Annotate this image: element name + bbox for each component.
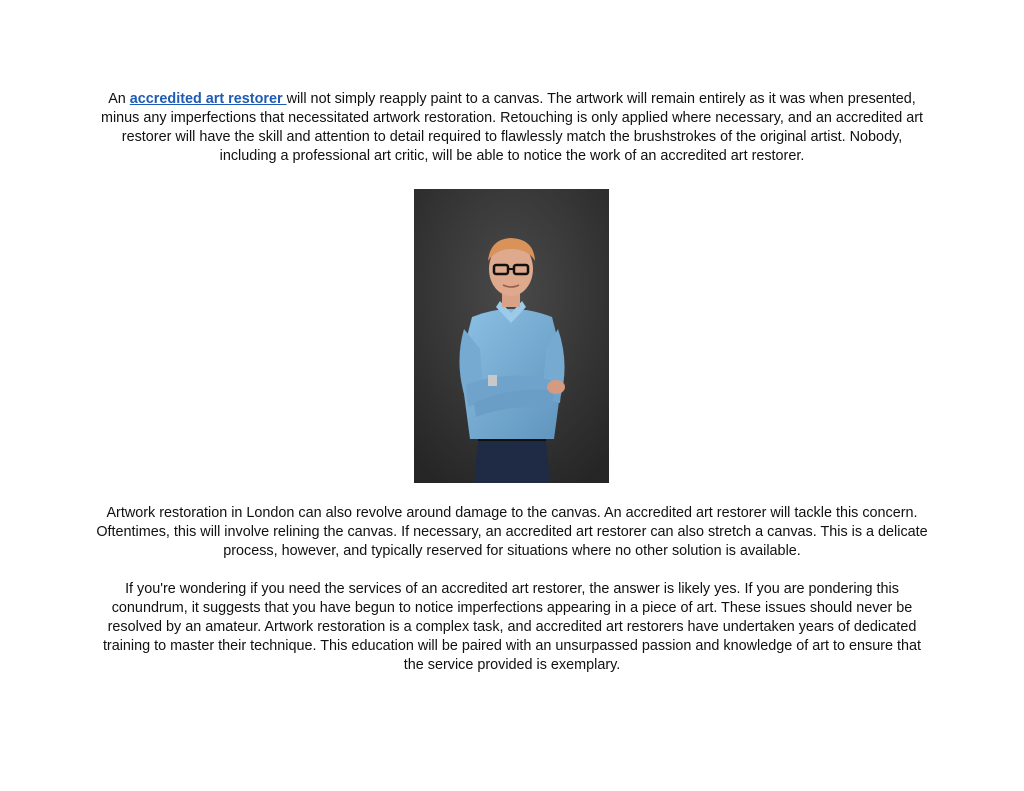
accredited-art-restorer-link[interactable]: accredited art restorer bbox=[129, 91, 287, 107]
canvas-damage-paragraph: Artwork restoration in London can also revolve around damage to the canvas. An accredited art restorer will tackle this concern. Oftentimes, this will involve relining the canvas. If necessary, an accredited art restorer can also stretch a canvas. This is a delicate process, however, and typically reserved for situations where no other solution is available. bbox=[96, 505, 928, 559]
intro-suffix: will not simply reapply paint to a canvas. The artwork will remain entirely as it was when presented, minus any imperfections that necessitated artwork restoration. Retouching is only applied where necessary, and an accredited art restorer will have the skill and attention to detail required to flawlessly match the brushstrokes of the original artist. Nobody, including a professional art critic, will be able to notice the work of an accredited art restorer. bbox=[100, 91, 924, 164]
intro-prefix: An bbox=[108, 91, 130, 107]
intro-paragraph bbox=[96, 90, 928, 166]
restorer-portrait-photo bbox=[414, 189, 609, 483]
services-paragraph: If you're wondering if you need the services of an accredited art restorer, the answer is likely yes. If you are pondering this conundrum, it suggests that you have begun to notice imperfections appearing in a piece of art. These issues should never be resolved by an amateur. Artwork restoration is a complex task, and accredited art restorers have undertaken years of dedicated training to master their technique. This education will be paired with an unsurpassed passion and knowledge of art to ensure that the service provided is exemplary. bbox=[102, 581, 922, 673]
portrait-illustration bbox=[414, 189, 609, 483]
